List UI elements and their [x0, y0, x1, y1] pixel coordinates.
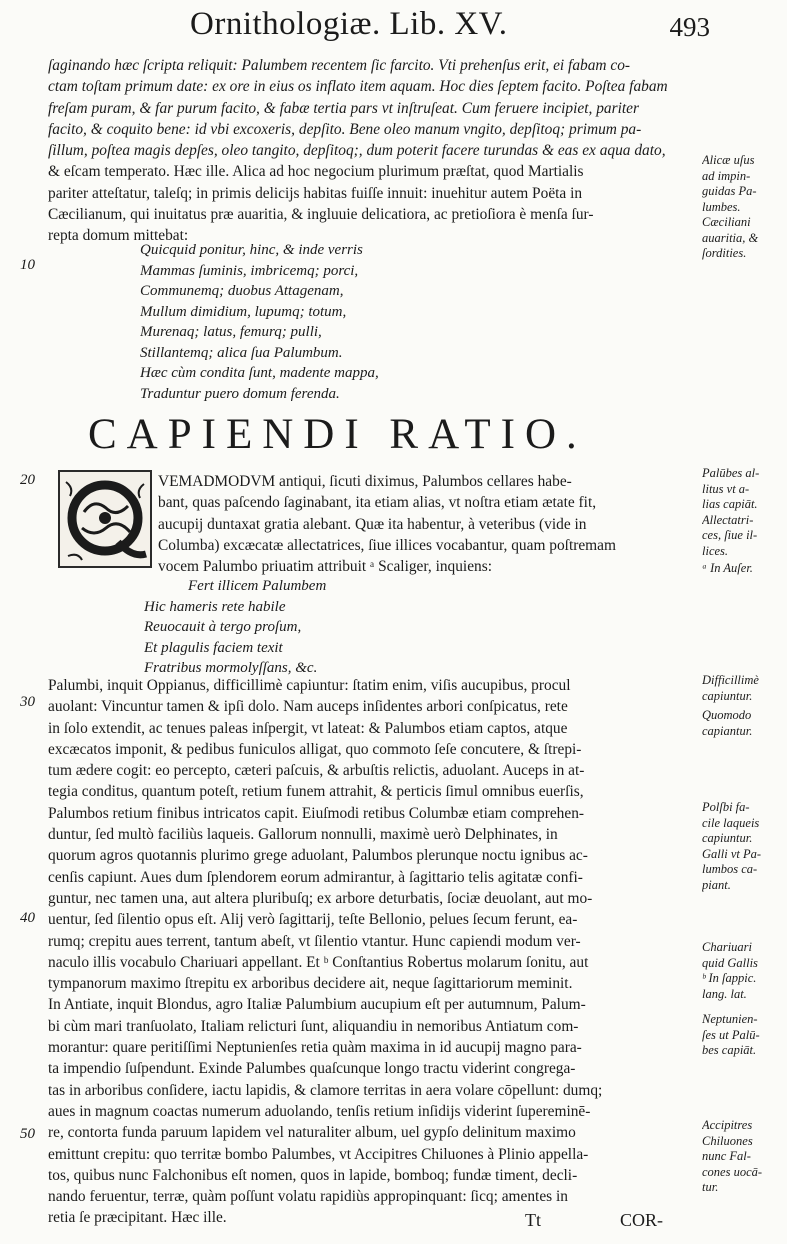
signature-mark: Tt: [525, 1210, 541, 1230]
verse-line: Hic hameris rete habile: [144, 598, 286, 615]
text-line: facito, & coquito bene: id vbi excoxeris, depſito. Bene oleo manum vngito, depſitoq; primum pa-: [48, 120, 642, 138]
text-line: auolant: Vincuntur tamen & ipſi dolo. Nam auceps inſidentes arbori conſpicatus, rete: [48, 698, 568, 716]
margin-line: Galli vt Pa-: [702, 846, 762, 861]
paragraph-intro: [48, 55, 700, 247]
text-line: ſaginando hæc ſcripta reliquit: Palumbem recentem ſic farcito. Vti prehenſus erit, ei fabam co-: [48, 57, 631, 74]
margin-note-difficile: [702, 673, 782, 739]
text-line: cenſis capiunt. Aues dum ſplendorem eorum admirantur, à ſagittario telis agitatæ confi-: [48, 868, 583, 886]
text-line: morantur: quare peritiſſimi Neptunienſes retia quàm maxima in id aucupij magno para-: [48, 1039, 582, 1057]
page-number: 493: [669, 12, 710, 42]
margin-note-alica: [702, 153, 782, 262]
margin-line: Chariuari: [702, 940, 753, 954]
text-line: In Antiate, inquit Blondus, agro Italiæ Palumbium aucupium eſt per autumnum, Palum-: [48, 996, 586, 1014]
text-line: ſillum, poſtea magis depſes, oleo tangito, depſitoq;, dum poterit facere turundas & eas ex aqua dato,: [48, 142, 666, 160]
margin-line: auaritia, &: [702, 230, 759, 245]
text-line: tegia conditus, quantum poteſt, retium funem attrahit, & perticis ſimul omnibus euerſis,: [48, 783, 584, 801]
section-heading: CAPIENDI RATIO.: [88, 411, 587, 458]
margin-line: lias capiāt.: [702, 497, 758, 511]
text-line: Palumbos retium finibus intricatos capit. Eiuſmodi retibus Columbæ etiam comprehen-: [48, 804, 585, 822]
margin-line: nunc Fal-: [702, 1149, 751, 1163]
line-number: 50: [20, 1126, 35, 1142]
text-line: in ſolo extendit, ac tenues paleas inſpergit, vt lateat: & Palumbos etiam captos, atque: [48, 719, 568, 737]
margin-line: Polſbi fa-: [702, 800, 750, 814]
margin-note-galli: [702, 800, 782, 893]
text-line: Cæcilianum, qui inuitatus præ auaritia, & ingluuie delicatiora, ac pretioſiora è menſa ſur-: [48, 206, 594, 224]
text-line: guntur, nec tamen una, aut altera pluribuſq; ex arbore deturbatis, ſociæ deuolant, aut mo-: [48, 889, 593, 907]
verse-line: Fert illicem Palumbem: [188, 578, 327, 594]
margin-line: Alicæ uſus: [702, 153, 755, 167]
text-line: bant, quas paſcendo ſaginabant, ita etiam alias, vt noſtra etiam ætate fit,: [158, 494, 597, 512]
margin-line: Neptunien-: [702, 1012, 758, 1026]
margin-note-chariuari: [702, 940, 782, 1002]
margin-line: Chiluones: [702, 1133, 753, 1148]
running-head: Ornithologiæ. Lib. XV.: [190, 6, 508, 42]
text-line: rumq; crepitu aues terrent, tantum abeſt, vt ſilentio vtantur. Hunc capiendi modum ver-: [48, 932, 581, 950]
verse-line: Fratribus mormolyſſans, &c.: [144, 660, 318, 676]
margin-line: litus vt a-: [702, 481, 750, 496]
margin-line: cones uocā-: [702, 1164, 763, 1179]
margin-line: lumbes.: [702, 199, 741, 214]
margin-line: capiuntur.: [702, 688, 753, 703]
margin-line: bes capiāt.: [702, 1043, 757, 1057]
margin-line: tur.: [702, 1180, 719, 1194]
text-line: tos, quibus nunc Falchonibus eſt nomen, quos in lapide, bomboq; fundæ timent, decli-: [48, 1166, 578, 1184]
text-line: ctam toſtam primum date: ex ore in eius os inflato item aquam. Hoc dies ſeptem facito. Poſtea fabam: [48, 78, 668, 96]
line-number: 20: [20, 472, 35, 488]
text-line: uentur, ſed ſilentio opus eſt. Alij verò ſagittarij, teſte Bellonio, pelues ſecum ferunt, ea-: [48, 911, 578, 929]
margin-line: capiuntur.: [702, 831, 753, 845]
text-line: VEMADMODVM antiqui, ſicuti diximus, Palumbos cellares habe-: [158, 473, 572, 490]
verse-line: Communemq; duobus Attagenam,: [140, 283, 344, 299]
verse-line: Hæc cùm condita ſunt, madente mappa,: [140, 365, 379, 381]
margin-note-neptunienses: [702, 1012, 782, 1059]
verse-line: Reuocauit à tergo proſum,: [144, 619, 302, 635]
margin-line: guidas Pa-: [702, 184, 757, 198]
text-line: bi cùm mari tranſuolato, Italiam relicturi ſunt, aliquandiu in nemoribus Antiatum com-: [48, 1017, 579, 1035]
margin-line: quid Gallis: [702, 955, 758, 970]
verse-scaliger: [144, 576, 327, 679]
text-line: vocem Palumbo priuatim attribuit ᵃ Scaliger, inquiens:: [158, 558, 493, 576]
line-number: 10: [20, 257, 35, 273]
margin-line: ſordities.: [702, 246, 747, 260]
text-line: nando feruentur, terræ, quàm poſſunt volatu rapidiùs appropinquant: ſicq; amentes in: [48, 1188, 568, 1206]
verse-line: Stillantemq; alica ſua Palumbum.: [140, 344, 343, 361]
text-line: aucupij duntaxat gratia alebant. Quæ ita habentur, à veteribus (vide in: [158, 515, 587, 533]
text-line: aues in magnum coactas numerum aduolando, tenſis retium inſidijs viderint ſupereminē-: [48, 1102, 591, 1120]
paragraph-oppianus: [48, 675, 700, 1229]
margin-line: Cæciliani: [702, 215, 751, 229]
margin-line: Allectatri-: [702, 512, 754, 527]
text-line: tympanorum maximo ſtrepitu ex arboribus decidere ait, neque ſagittariorum meminit.: [48, 975, 573, 993]
text-line: excæcatos imponit, & pedibus funiculos alligat, quo commoto ſeſe concutere, & ſtrepi-: [48, 740, 582, 758]
verse-line: Mullum dimidium, lupumq; totum,: [140, 303, 347, 320]
margin-line: cile laqueis: [702, 815, 760, 830]
paragraph-capiendi: [158, 471, 703, 577]
margin-note-allectatrices: [702, 466, 782, 577]
catchword: COR-: [620, 1210, 664, 1230]
text-line: ta impendio ſuſpendunt. Exinde Palumbes quaſcunque longo tractu viderint congrega-: [48, 1060, 576, 1078]
margin-line: ᵃ In Auſer.: [702, 561, 753, 575]
verse-line: Traduntur puero domum ferenda.: [140, 385, 340, 402]
text-line: & eſcam temperato. Hæc ille. Alica ad hoc negocium plurimum præſtat, quod Martialis: [48, 163, 584, 181]
margin-line: Quomodo: [702, 708, 752, 722]
text-line: naculo illis vocabulo Chariuari appellant. Et ᵇ Conſtantius Robertus molarum ſonitu, aut: [48, 953, 589, 971]
text-line: Palumbi, inquit Oppianus, difficillimè capiuntur: ſtatim enim, viſis aucupibus, procul: [48, 677, 571, 694]
margin-line: Palūbes al-: [702, 466, 760, 480]
text-line: retia ſe præcipitant. Hæc ille.: [48, 1209, 227, 1227]
margin-line: Accipitres: [702, 1118, 753, 1132]
margin-note-accipitres: [702, 1118, 782, 1196]
margin-line: piant.: [702, 877, 731, 892]
margin-line: Difficillimè: [702, 673, 759, 687]
margin-line: lices.: [702, 543, 729, 558]
page-header: [190, 6, 710, 50]
verse-line: Murenaq; latus, femurq; pulli,: [140, 324, 322, 340]
text-line: re, contorta funda paruum lapidem vel naturaliter album, uel gypſo delinitum maximo: [48, 1124, 576, 1142]
initial-ornament-icon: [60, 472, 150, 566]
margin-line: capiantur.: [702, 723, 753, 738]
text-line: emittunt crepitu: quo territæ bombo Palumbes, vt Accipitres Chiluones à Plinio appella-: [48, 1145, 589, 1163]
text-line: Columba) excæcatæ allectatrices, ſiue illices vocabantur, quam poſtremam: [158, 536, 616, 554]
margin-line: ces, ſiue il-: [702, 528, 758, 542]
verse-line: Quicquid ponitur, hinc, & inde verris: [140, 242, 363, 258]
margin-line: lumbos ca-: [702, 862, 758, 876]
text-line: pariter atteſtatur, taleſq; in primis delicijs habitas fuiſſe innuit: inuehitur autem Poëta in: [48, 184, 583, 202]
text-line: freſam puram, & far purum facito, & fabæ tertia pars vt inſtruſeat. Cum feruere incipiet, pariter: [48, 99, 639, 117]
verse-martial: [140, 240, 379, 404]
text-line: tum ædere cogit: eo percepto, cæteri paſcuis, & arbuſtis relictis, aduolant. Auceps in at-: [48, 762, 585, 780]
margin-line: lang. lat.: [702, 986, 747, 1001]
text-line: repta domum mittebat:: [48, 227, 189, 245]
line-number: 30: [20, 694, 35, 710]
text-line: tas in arboribus conſidere, iactu lapidis, & clamore territas in aera volare cōpellunt: dumq;: [48, 1081, 603, 1099]
text-line: quorum agros quotannis plurimo grege aduolant, Palumbos plerunque noctu ignibus ac-: [48, 847, 588, 865]
margin-line: ad impin-: [702, 168, 751, 183]
margin-line: ſes ut Palū-: [702, 1027, 760, 1042]
margin-line: ᵇ In ſappic.: [702, 971, 757, 985]
decorated-initial-q: [58, 470, 152, 568]
text-line: duntur, ſed multò faciliùs laqueis. Gallorum nonnulli, maximè uerò Delphinates, in: [48, 826, 558, 844]
verse-line: Mammas ſuminis, imbricemq; porci,: [140, 262, 359, 279]
verse-line: Et plagulis faciem texit: [144, 639, 283, 656]
line-number: 40: [20, 910, 35, 926]
